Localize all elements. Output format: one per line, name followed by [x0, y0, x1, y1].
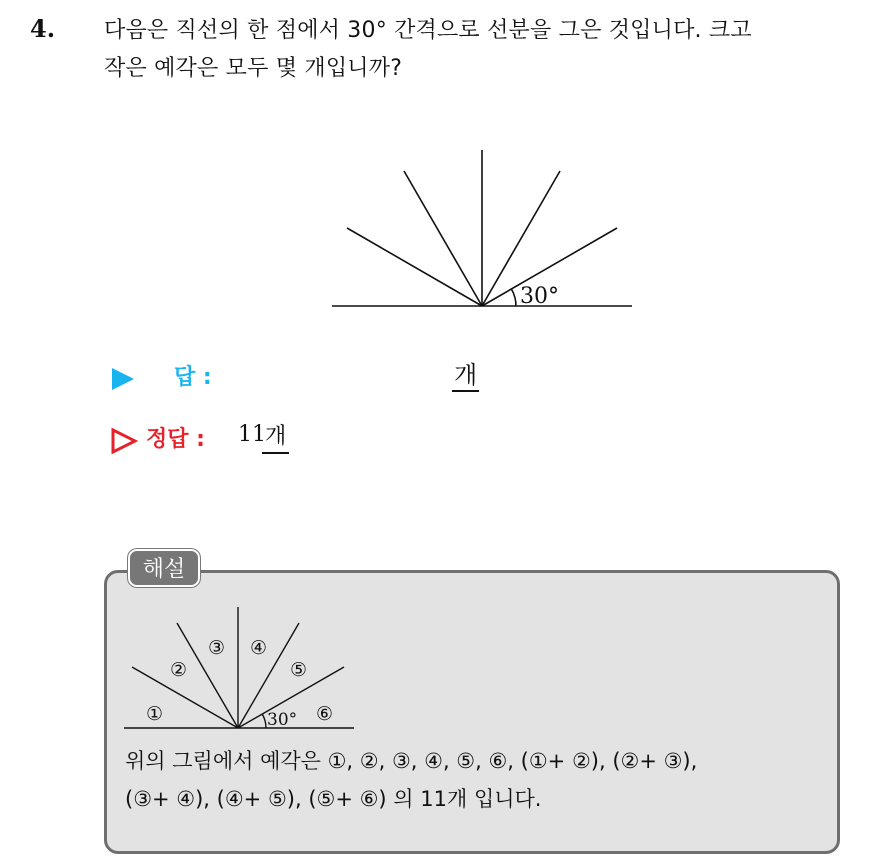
- question-text-line1: 다음은 직선의 한 점에서 30° 간격으로 선분을 그은 것입니다. 크고: [104, 18, 752, 43]
- question-number: 4.: [30, 14, 56, 43]
- correct-answer-unit: 개: [262, 422, 289, 454]
- explanation-text: [125, 742, 835, 818]
- correct-answer-row: [110, 422, 610, 458]
- angle-arc: [511, 289, 516, 306]
- region-label-1: ①: [146, 703, 164, 725]
- angle-label: 30°: [520, 284, 559, 309]
- region-label-6: ⑥: [316, 703, 334, 725]
- explanation-line2: (③+ ④), (④+ ⑤), (⑤+ ⑥) 의 11개 입니다.: [125, 787, 542, 811]
- correct-answer-label: 정답 :: [146, 427, 205, 452]
- answer-blank[interactable]: 개: [452, 360, 479, 392]
- explanation-ray-figure: [120, 604, 360, 736]
- region-label-5: ⑤: [290, 659, 308, 681]
- answer-label: 답 :: [174, 365, 212, 390]
- ray-150: [347, 228, 482, 306]
- question-text-line2: 작은 예각은 모두 몇 개입니까?: [104, 56, 403, 81]
- region-label-3: ③: [208, 637, 226, 659]
- play-triangle-icon: [110, 366, 136, 392]
- answer-row: [110, 360, 610, 394]
- explain-angle-label: 30°: [267, 710, 298, 730]
- question-text: [104, 12, 874, 88]
- ray-120: [404, 171, 482, 306]
- outline-triangle-icon: [110, 427, 138, 455]
- region-label-2: ②: [170, 659, 188, 681]
- explanation-line1: 위의 그림에서 예각은 ①, ②, ③, ④, ⑤, ⑥, (①+ ②), (②+ ③),: [125, 749, 698, 773]
- ray-figure: [320, 140, 640, 320]
- explanation-tab: 해설: [128, 549, 200, 587]
- region-label-4: ④: [250, 637, 268, 659]
- explain-angle-arc: [262, 714, 266, 728]
- correct-answer-value: 11: [238, 422, 266, 447]
